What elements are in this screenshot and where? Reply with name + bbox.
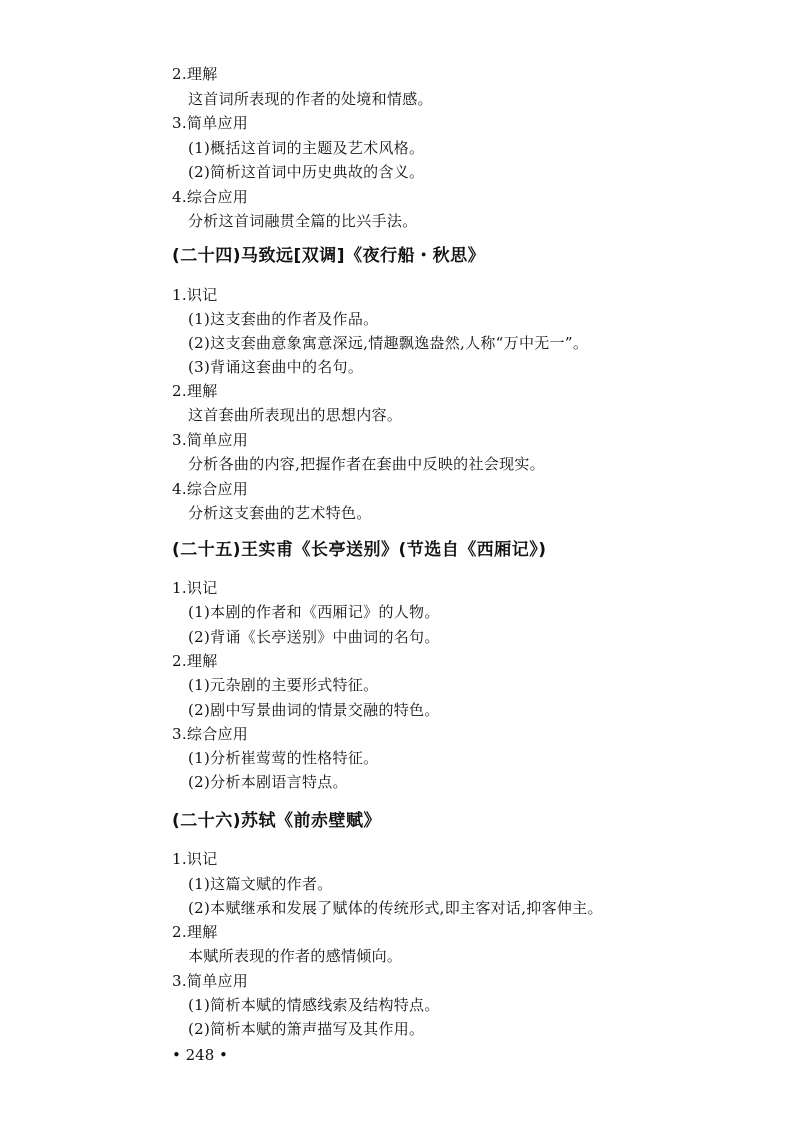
page-number: • 248 • [172,1046,228,1064]
section-heading: (二十四)马致远[双调]《夜行船・秋思》 [172,246,486,266]
item-line: (1)这篇文赋的作者。 [188,875,333,893]
item-line: 本赋所表现的作者的感情倾向。 [188,947,403,965]
item-line: (1)分析崔莺莺的性格特征。 [188,749,379,767]
item-line: (2)简析这首词中历史典故的含义。 [188,163,425,181]
item-line: 这首词所表现的作者的处境和情感。 [188,90,433,108]
item-line: (2)分析本剧语言特点。 [188,773,348,791]
section-heading: (二十六)苏轼《前赤壁赋》 [172,811,382,831]
item-title: 3.综合应用 [172,725,249,743]
item-title: 2.理解 [172,382,218,400]
item-line: (3)背诵这套曲中的名句。 [188,358,364,376]
item-line: (1)本剧的作者和《西厢记》的人物。 [188,603,440,621]
item-title: 2.理解 [172,652,218,670]
item-line: (1)概括这首词的主题及艺术风格。 [188,139,425,157]
item-title: 1.识记 [172,579,218,597]
item-title: 4.综合应用 [172,188,249,206]
item-title: 2.理解 [172,65,218,83]
item-line: 这首套曲所表现出的思想内容。 [188,406,403,424]
item-line: (1)简析本赋的情感线索及结构特点。 [188,996,440,1014]
item-title: 3.简单应用 [172,114,249,132]
item-line: (2)背诵《长亭送别》中曲词的名句。 [188,628,440,646]
item-line: 分析这首词融贯全篇的比兴手法。 [188,212,418,230]
item-title: 1.识记 [172,850,218,868]
section-heading: (二十五)王实甫《长亭送别》(节选自《西厢记》) [172,540,547,560]
item-title: 4.综合应用 [172,480,249,498]
item-title: 3.简单应用 [172,431,249,449]
item-line: 分析这支套曲的艺术特色。 [188,504,372,522]
item-line: 分析各曲的内容,把握作者在套曲中反映的社会现实。 [188,455,545,473]
item-title: 1.识记 [172,286,218,304]
item-line: (2)简析本赋的箫声描写及其作用。 [188,1020,425,1038]
item-title: 2.理解 [172,923,218,941]
item-line: (1)元杂剧的主要形式特征。 [188,676,379,694]
item-title: 3.简单应用 [172,972,249,990]
item-line: (2)本赋继承和发展了赋体的传统形式,即主客对话,抑客伸主。 [188,899,603,917]
item-line: (2)这支套曲意象寓意深远,情趣飘逸盎然,人称“万中无一”。 [188,334,589,352]
item-line: (1)这支套曲的作者及作品。 [188,310,379,328]
item-line: (2)剧中写景曲词的情景交融的特色。 [188,701,440,719]
